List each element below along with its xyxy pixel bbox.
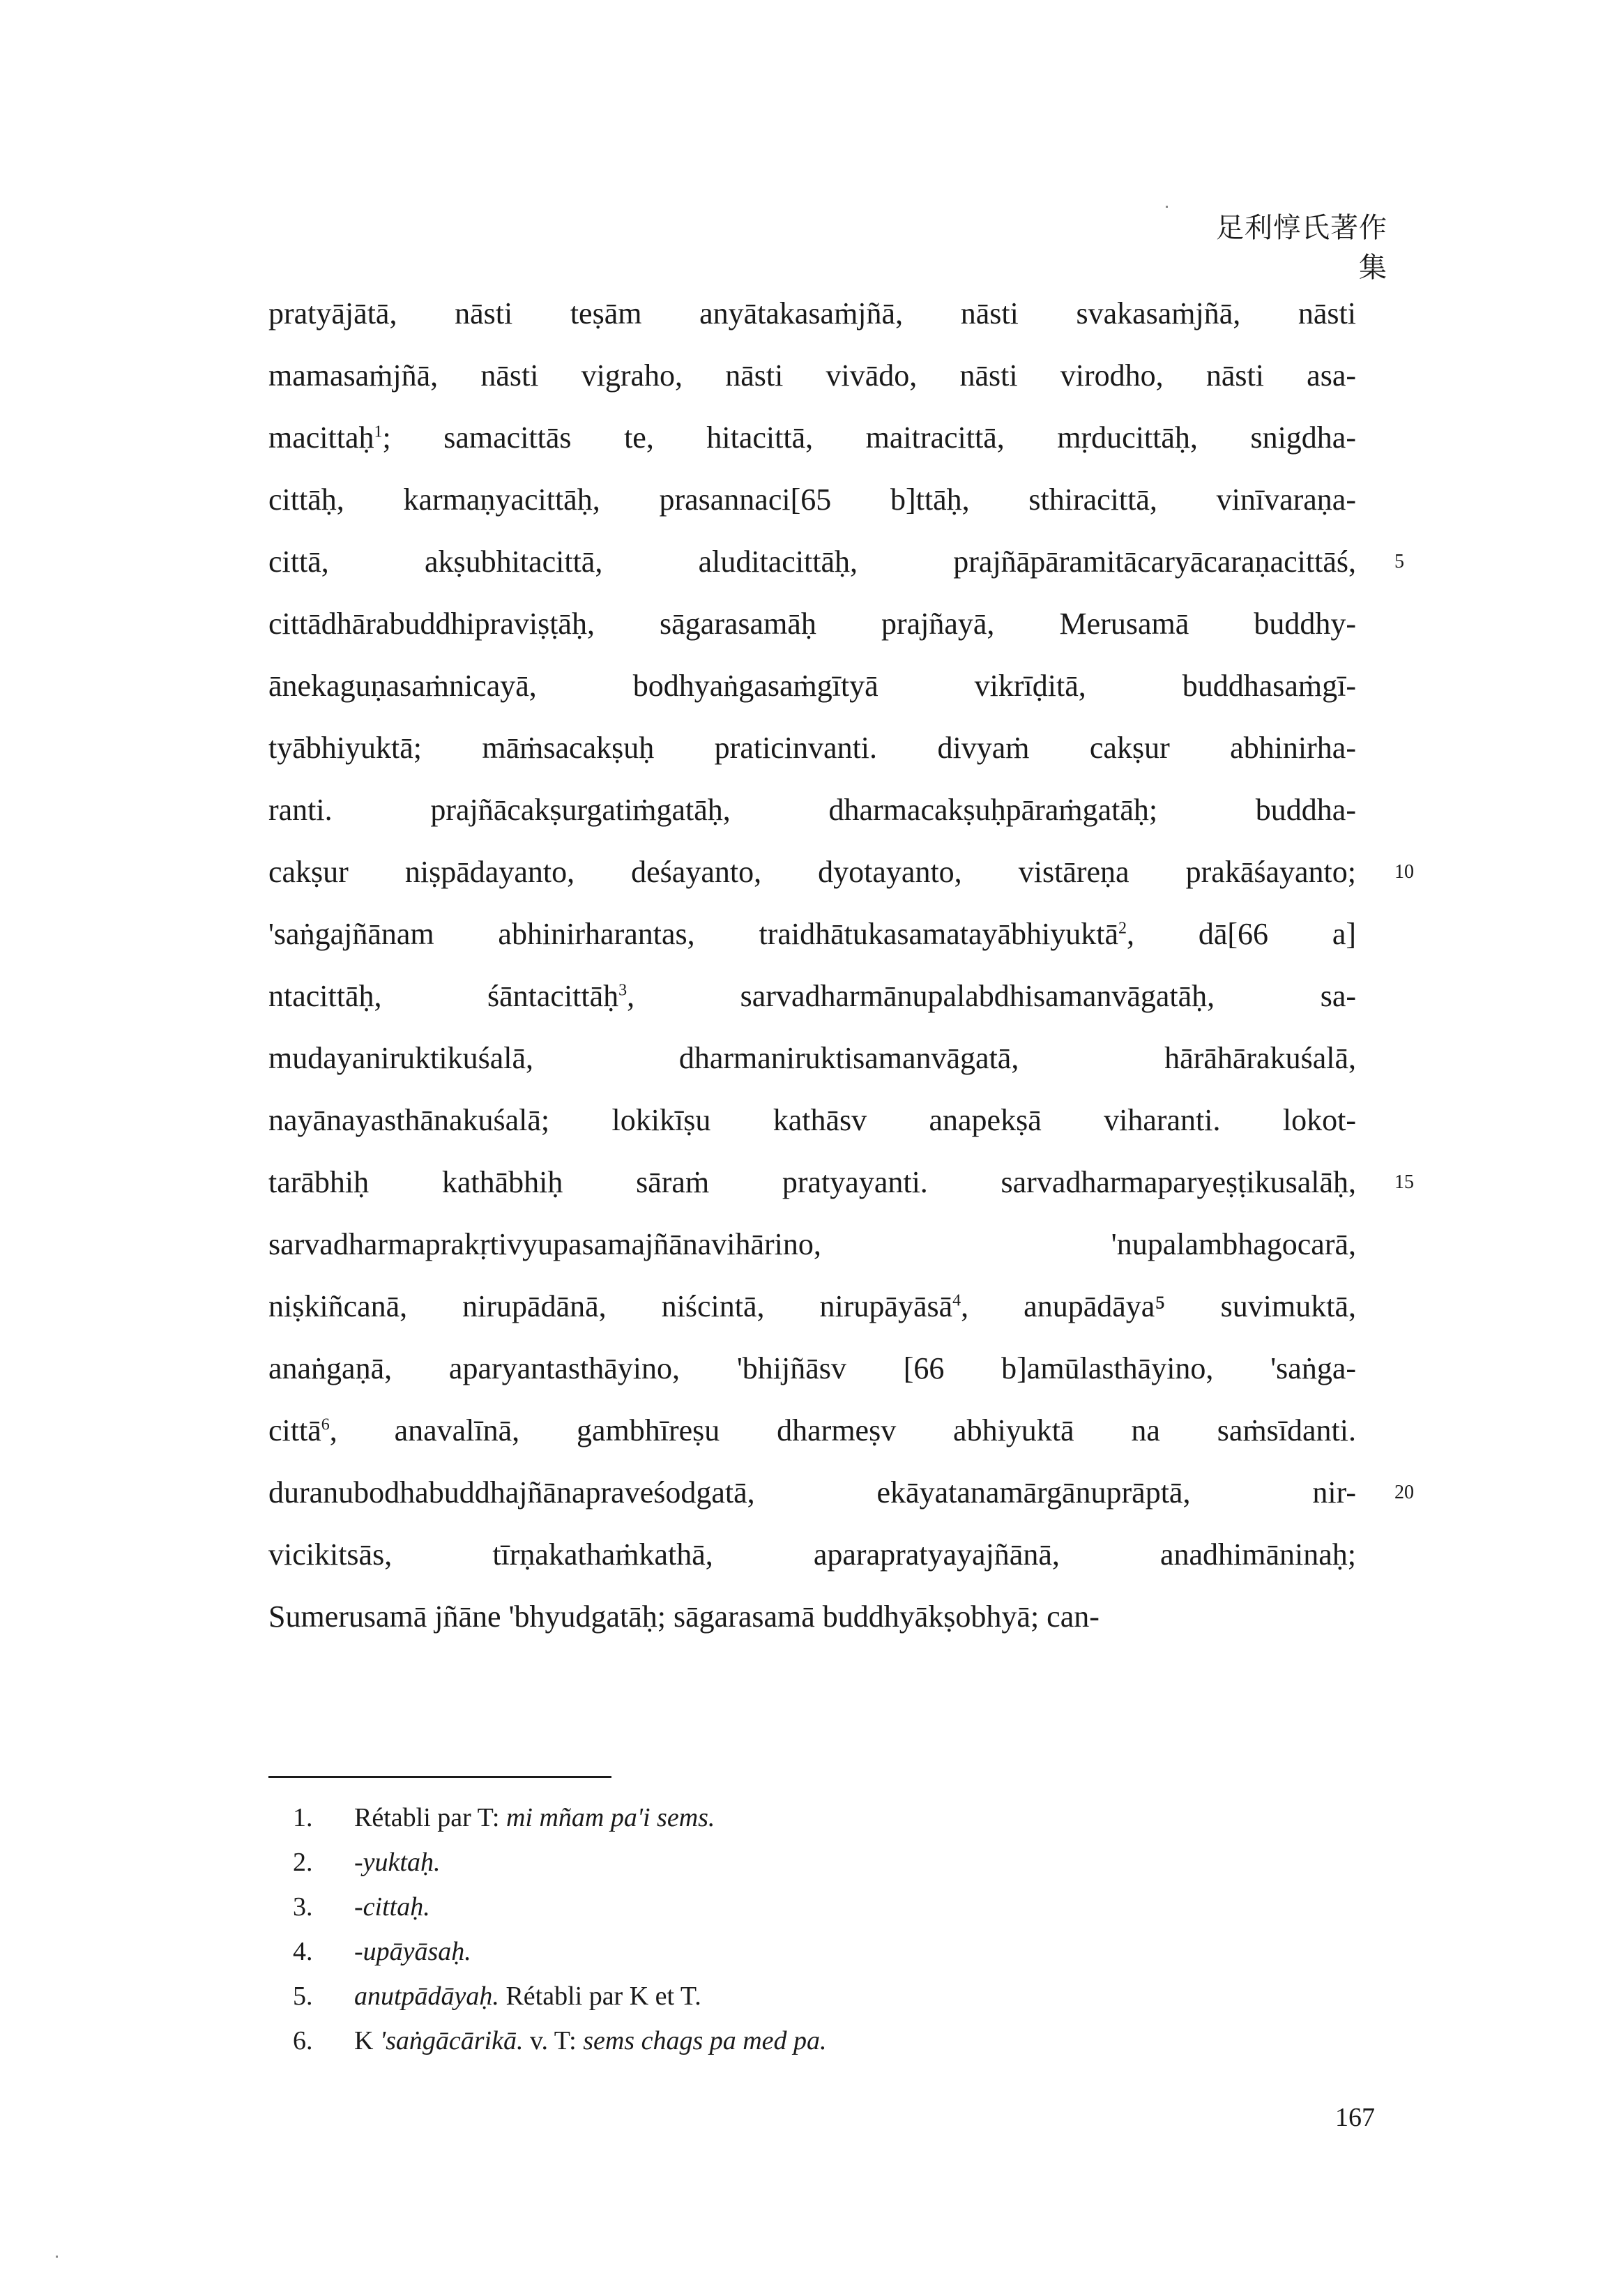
line-number: 5 bbox=[1394, 551, 1404, 572]
footnote-number: 2. bbox=[293, 1848, 313, 1877]
footnote-text bbox=[354, 1848, 440, 1877]
text-line bbox=[268, 469, 1356, 531]
footnote bbox=[293, 1840, 827, 1885]
footnote bbox=[293, 1885, 827, 1929]
footnote bbox=[293, 1929, 827, 1974]
footnote-roman-text: K bbox=[354, 2026, 380, 2055]
text-line-content: tarābhiḥ kathābhiḥ sāraṁ pratyayanti. sarvadharmaparyeṣṭikusalāḥ, bbox=[268, 1165, 1356, 1199]
text-line bbox=[268, 282, 1356, 344]
footnote-italic-text: 'saṅgācārikā. bbox=[379, 2026, 524, 2055]
text-line bbox=[268, 1399, 1356, 1461]
text-line bbox=[268, 717, 1356, 779]
text-line bbox=[268, 531, 1404, 593]
text-line-content: tyābhiyuktā; māṁsacakṣuḥ praticinvanti. divyaṁ cakṣur abhinirha- bbox=[268, 731, 1356, 765]
text-line-continuation: , anavalīnā, gambhīreṣu dharmeṣv abhiyuktā na saṁsīdanti. bbox=[329, 1413, 1356, 1447]
text-line-content: mudayaniruktikuśalā, dharmaniruktisamanvāgatā, hārāhārakuśalā, bbox=[268, 1041, 1356, 1075]
text-line-content: 'saṅgajñānam abhinirharantas, traidhātukasamatayābhiyuktā bbox=[268, 917, 1119, 951]
footnote-text bbox=[354, 1937, 471, 1966]
text-line-content: ānekaguṇasaṁnicayā, bodhyaṅgasaṁgītyā vikrīḍitā, buddhasaṁgī- bbox=[268, 669, 1356, 703]
footnote-roman-text: Rétabli par T: bbox=[354, 1803, 506, 1832]
text-line-content: cittā, akṣubhitacittā, aluditacittāḥ, prajñāpāramitācaryācaraṇacittāś, bbox=[268, 545, 1356, 579]
text-line-continuation: ; samacittās te, hitacittā, maitracittā, mṛducittāḥ, snigdha- bbox=[382, 420, 1356, 455]
text-line-content: cittā bbox=[268, 1413, 321, 1447]
text-line bbox=[268, 1089, 1356, 1151]
text-line bbox=[268, 779, 1356, 841]
page-number: 167 bbox=[1335, 2103, 1375, 2132]
text-line-content: niṣkiñcanā, nirupādānā, niścintā, nirupāyāsā bbox=[268, 1289, 953, 1323]
text-line bbox=[268, 1213, 1356, 1275]
text-line bbox=[268, 593, 1356, 655]
footnote-number: 3. bbox=[293, 1892, 313, 1922]
text-line bbox=[268, 1586, 1356, 1648]
line-number: 15 bbox=[1394, 1171, 1414, 1193]
footnote-marker: 4 bbox=[952, 1291, 961, 1310]
text-line-continuation: , anupādāya⁵ suvimuktā, bbox=[961, 1289, 1356, 1323]
text-line bbox=[268, 1027, 1356, 1089]
footnote-italic-text: -cittaḥ. bbox=[354, 1892, 430, 1922]
footnote-italic-text: sems chags pa med pa. bbox=[583, 2026, 827, 2055]
text-line bbox=[268, 1461, 1414, 1523]
footnote-marker: 6 bbox=[321, 1415, 330, 1434]
running-head: 足利惇氏著作集 bbox=[1216, 212, 1387, 284]
text-line bbox=[268, 903, 1356, 965]
text-line-content: ntacittāḥ, śāntacittāḥ bbox=[268, 979, 619, 1013]
footnote-roman-text: Rétabli par K et T. bbox=[499, 1982, 701, 2011]
text-line bbox=[268, 344, 1356, 406]
footnote bbox=[293, 1795, 827, 1840]
text-line-content: sarvadharmaprakṛtivyupasamajñānavihārino, 'nupalambhagocarā, bbox=[268, 1227, 1356, 1261]
footnote-number: 5. bbox=[293, 1982, 313, 2011]
text-line-content: duranubodhabuddhajñānapraveśodgatā, ekāyatanamārgānuprāptā, nir- bbox=[268, 1475, 1356, 1510]
line-number: 20 bbox=[1394, 1482, 1414, 1503]
footnote-italic-text: -yuktaḥ. bbox=[354, 1848, 441, 1877]
scan-speck bbox=[56, 2256, 58, 2258]
text-line-content: ranti. prajñācakṣurgatiṁgatāḥ, dharmacakṣuḥpāraṁgatāḥ; buddha- bbox=[268, 793, 1356, 827]
footnote-italic-text: anutpādāyaḥ. bbox=[354, 1982, 499, 2011]
text-line-content: mamasaṁjñā, nāsti vigraho, nāsti vivādo, nāsti virodho, nāsti asa- bbox=[268, 358, 1356, 393]
text-line-content: macittaḥ bbox=[268, 420, 374, 455]
text-line-content: Sumerusamā jñāne 'bhyudgatāḥ; sāgarasamā buddhyākṣobhyā; can- bbox=[268, 1599, 1100, 1634]
text-line bbox=[268, 406, 1356, 469]
footnote bbox=[293, 2018, 827, 2063]
line-number: 10 bbox=[1394, 861, 1414, 883]
footnote-roman-text: v. T: bbox=[523, 2026, 584, 2055]
footnote-marker: 1 bbox=[374, 423, 383, 441]
footnote-number: 4. bbox=[293, 1937, 313, 1966]
text-line bbox=[268, 1151, 1414, 1213]
footnote-italic-text: -upāyāsaḥ. bbox=[354, 1937, 471, 1966]
text-line-content: anaṅgaṇā, aparyantasthāyino, 'bhijñāsv [66 b]amūlasthāyino, 'saṅga- bbox=[268, 1351, 1356, 1385]
text-line-continuation: , dā[66 a] bbox=[1127, 917, 1356, 951]
footnote-text bbox=[354, 2026, 827, 2055]
footnote-rule bbox=[268, 1776, 611, 1778]
footnote-text bbox=[354, 1892, 430, 1922]
footnote bbox=[293, 1974, 827, 2018]
footnote-text bbox=[354, 1803, 715, 1832]
text-line-content: vicikitsās, tīrṇakathaṁkathā, aparapratyayajñānā, anadhimāninaḥ; bbox=[268, 1537, 1356, 1572]
footnote-marker: 2 bbox=[1118, 919, 1127, 938]
text-line bbox=[268, 1523, 1356, 1586]
text-line bbox=[268, 965, 1356, 1027]
text-line-content: nayānayasthānakuśalā; lokikīṣu kathāsv anapekṣā viharanti. lokot- bbox=[268, 1103, 1356, 1137]
text-line bbox=[268, 1275, 1356, 1337]
text-line-content: pratyājātā, nāsti teṣām anyātakasaṁjñā, nāsti svakasaṁjñā, nāsti bbox=[268, 296, 1356, 330]
footnotes bbox=[293, 1795, 827, 2063]
scan-speck bbox=[1166, 206, 1168, 208]
footnote-marker: 3 bbox=[618, 981, 627, 1000]
text-line bbox=[268, 655, 1356, 717]
footnote-italic-text: mi mñam pa'i sems. bbox=[505, 1803, 715, 1832]
text-line bbox=[268, 841, 1414, 903]
footnote-number: 1. bbox=[293, 1803, 313, 1832]
footnote-text bbox=[354, 1982, 701, 2011]
text-line bbox=[268, 1337, 1356, 1399]
text-line-content: cittādhārabuddhipraviṣṭāḥ, sāgarasamāḥ prajñayā, Merusamā buddhy- bbox=[268, 607, 1356, 641]
text-line-continuation: , sarvadharmānupalabdhisamanvāgatāḥ, sa- bbox=[627, 979, 1356, 1013]
text-line-content: cittāḥ, karmaṇyacittāḥ, prasannaci[65 b]ttāḥ, sthiracittā, vinīvaraṇa- bbox=[268, 482, 1356, 517]
text-line-content: cakṣur niṣpādayanto, deśayanto, dyotayanto, vistāreṇa prakāśayanto; bbox=[268, 855, 1356, 889]
footnote-number: 6. bbox=[293, 2026, 313, 2055]
body-text bbox=[268, 282, 1414, 1648]
